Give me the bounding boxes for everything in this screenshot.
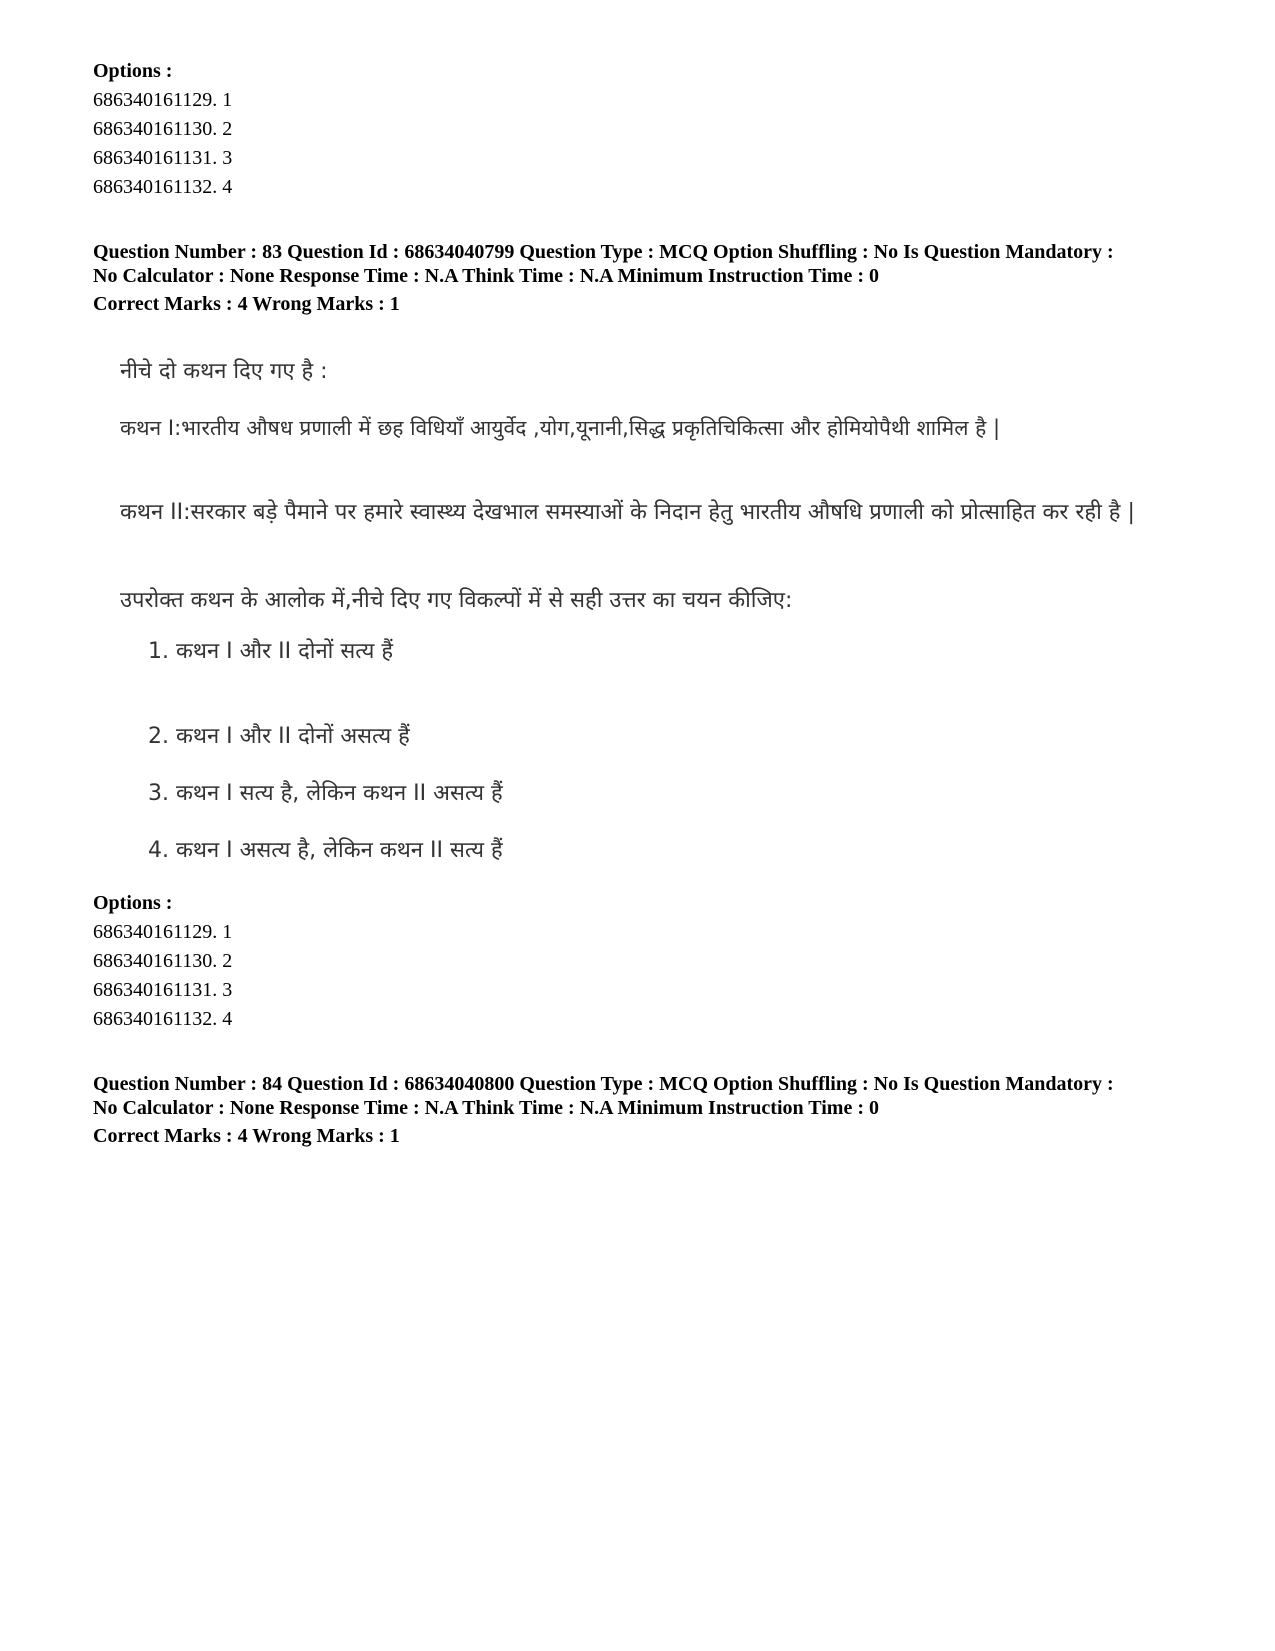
question-83-statement-1: कथन I:भारतीय औषध प्रणाली में छह विधियाँ आयुर्वेद ,योग,यूनानी,सिद्ध प्रकृतिचिकित्सा और होमियोपैथी शामिल है | [120, 416, 1001, 440]
question-meta-line: No Calculator : None Response Time : N.A Think Time : N.A Minimum Instruction Time : 0 [93, 1097, 879, 1119]
option-item: 686340161132. 4 [93, 1008, 233, 1030]
question-83-options [93, 889, 793, 1034]
question-83-choice-2: 2. कथन I और II दोनों असत्य हैं [148, 724, 410, 749]
question-83-choice-1: 1. कथन I और II दोनों सत्य हैं [148, 639, 394, 664]
options-list-previous [93, 57, 793, 202]
question-83-meta [93, 240, 1223, 288]
question-83-statement-2: कथन II:सरकार बड़े पैमाने पर हमारे स्वास्थ्य देखभाल समस्याओं के निदान हेतु भारतीय औषधि प्रणाली को प्रोत्साहित कर रही है | [120, 500, 1135, 525]
option-item: 686340161130. 2 [93, 950, 233, 972]
question-83-choice-4: 4. कथन I असत्य है, लेकिन कथन II सत्य हैं [148, 838, 503, 863]
option-item: 686340161129. 1 [93, 921, 233, 943]
question-meta-line: No Calculator : None Response Time : N.A Think Time : N.A Minimum Instruction Time : 0 [93, 265, 879, 287]
question-83-prompt: उपरोक्त कथन के आलोक में,नीचे दिए गए विकल्पों में से सही उत्तर का चयन कीजिए: [120, 588, 793, 613]
option-item: 686340161129. 1 [93, 89, 233, 111]
option-item: 686340161130. 2 [93, 118, 233, 140]
question-83-marks: Correct Marks : 4 Wrong Marks : 1 [93, 293, 400, 315]
option-item: 686340161132. 4 [93, 176, 233, 198]
question-meta-line: Question Number : 84 Question Id : 68634040800 Question Type : MCQ Option Shuffling : No Is Question Mandatory : [93, 1073, 1114, 1095]
option-item: 686340161131. 3 [93, 147, 233, 169]
question-meta-line: Question Number : 83 Question Id : 68634040799 Question Type : MCQ Option Shuffling : No Is Question Mandatory : [93, 241, 1114, 263]
question-84-meta [93, 1072, 1223, 1120]
question-84-marks: Correct Marks : 4 Wrong Marks : 1 [93, 1125, 400, 1147]
options-heading: Options : [93, 60, 173, 82]
options-heading: Options : [93, 892, 173, 914]
question-83-choice-3: 3. कथन I सत्य है, लेकिन कथन II असत्य हैं [148, 781, 503, 806]
question-83-intro: नीचे दो कथन दिए गए है : [120, 359, 328, 384]
option-item: 686340161131. 3 [93, 979, 233, 1001]
